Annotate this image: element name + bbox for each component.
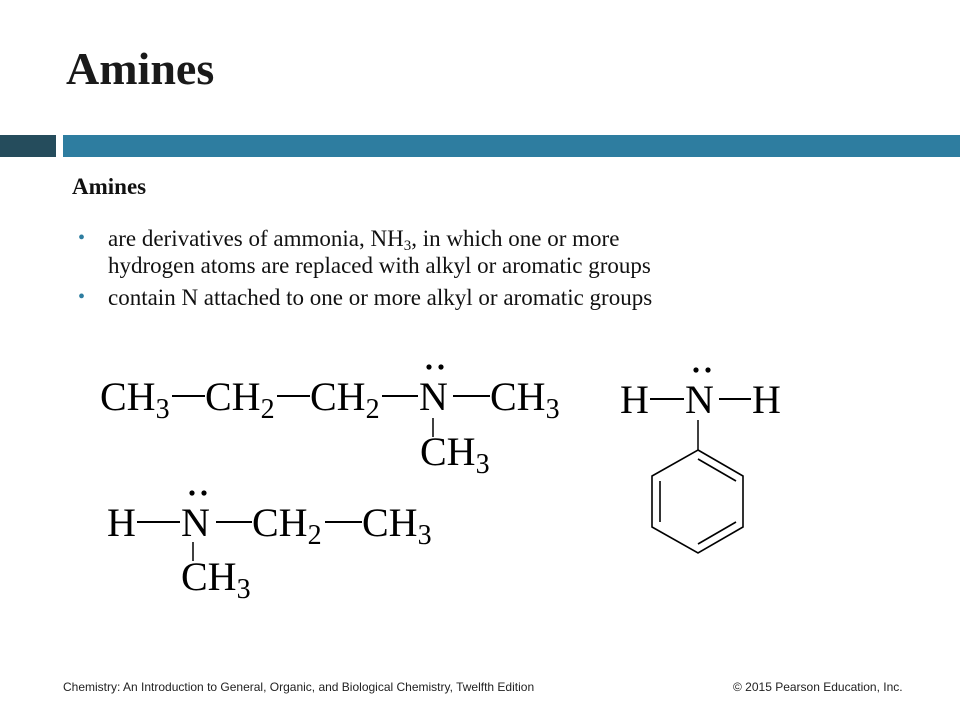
footer-copyright: © 2015 Pearson Education, Inc. — [733, 680, 903, 694]
footer-book-title: Chemistry: An Introduction to General, Organic, and Biological Chemistry, Twelfth Edition — [63, 680, 535, 694]
nitrogen-atom: N — [685, 377, 714, 422]
atom-label: $CH_2$ — [252, 500, 322, 551]
subscript: 3 — [403, 238, 412, 254]
structure-ethylmethylamine — [107, 490, 432, 605]
double-bond — [698, 459, 736, 481]
structure-aniline — [620, 367, 781, 553]
bullet-text: are derivatives of ammonia, NH — [108, 226, 404, 251]
bullet-text: , in which one or more — [411, 226, 620, 251]
bullet-dot: • — [78, 227, 86, 249]
atom-label: H — [752, 377, 781, 422]
atom-label: $CH_3$ — [420, 429, 490, 480]
atom-label: $CH_2$ — [310, 374, 380, 425]
atom-label: $CH_3$ — [181, 554, 251, 605]
lone-pair-dot — [693, 367, 698, 372]
lone-pair-dot — [705, 367, 710, 372]
bullet-text: contain N attached to one or more alkyl or aromatic groups — [108, 285, 653, 310]
nitrogen-atom: N — [419, 374, 448, 419]
atom-label: $CH_2$ — [205, 374, 275, 425]
bullet-line-continued: hydrogen atoms are replaced with alkyl or aromatic groups — [108, 253, 651, 278]
structure-propyl-dimethylamine — [100, 364, 560, 480]
lone-pair-dot — [201, 490, 206, 495]
atom-label: $CH_3$ — [362, 500, 432, 551]
lone-pair-dot — [438, 364, 443, 369]
atom-label: $CH_3$ — [490, 374, 560, 425]
bullet-dot: • — [78, 286, 86, 308]
atom-label: H — [107, 500, 136, 545]
nitrogen-atom: N — [181, 500, 210, 545]
atom-label: H — [620, 377, 649, 422]
atom-label: $CH_3$ — [100, 374, 170, 425]
double-bond — [698, 522, 736, 544]
lone-pair-dot — [426, 364, 431, 369]
benzene-ring — [652, 450, 743, 553]
slide-title: Amines — [66, 43, 215, 94]
subheading: Amines — [72, 174, 147, 199]
lone-pair-dot — [189, 490, 194, 495]
